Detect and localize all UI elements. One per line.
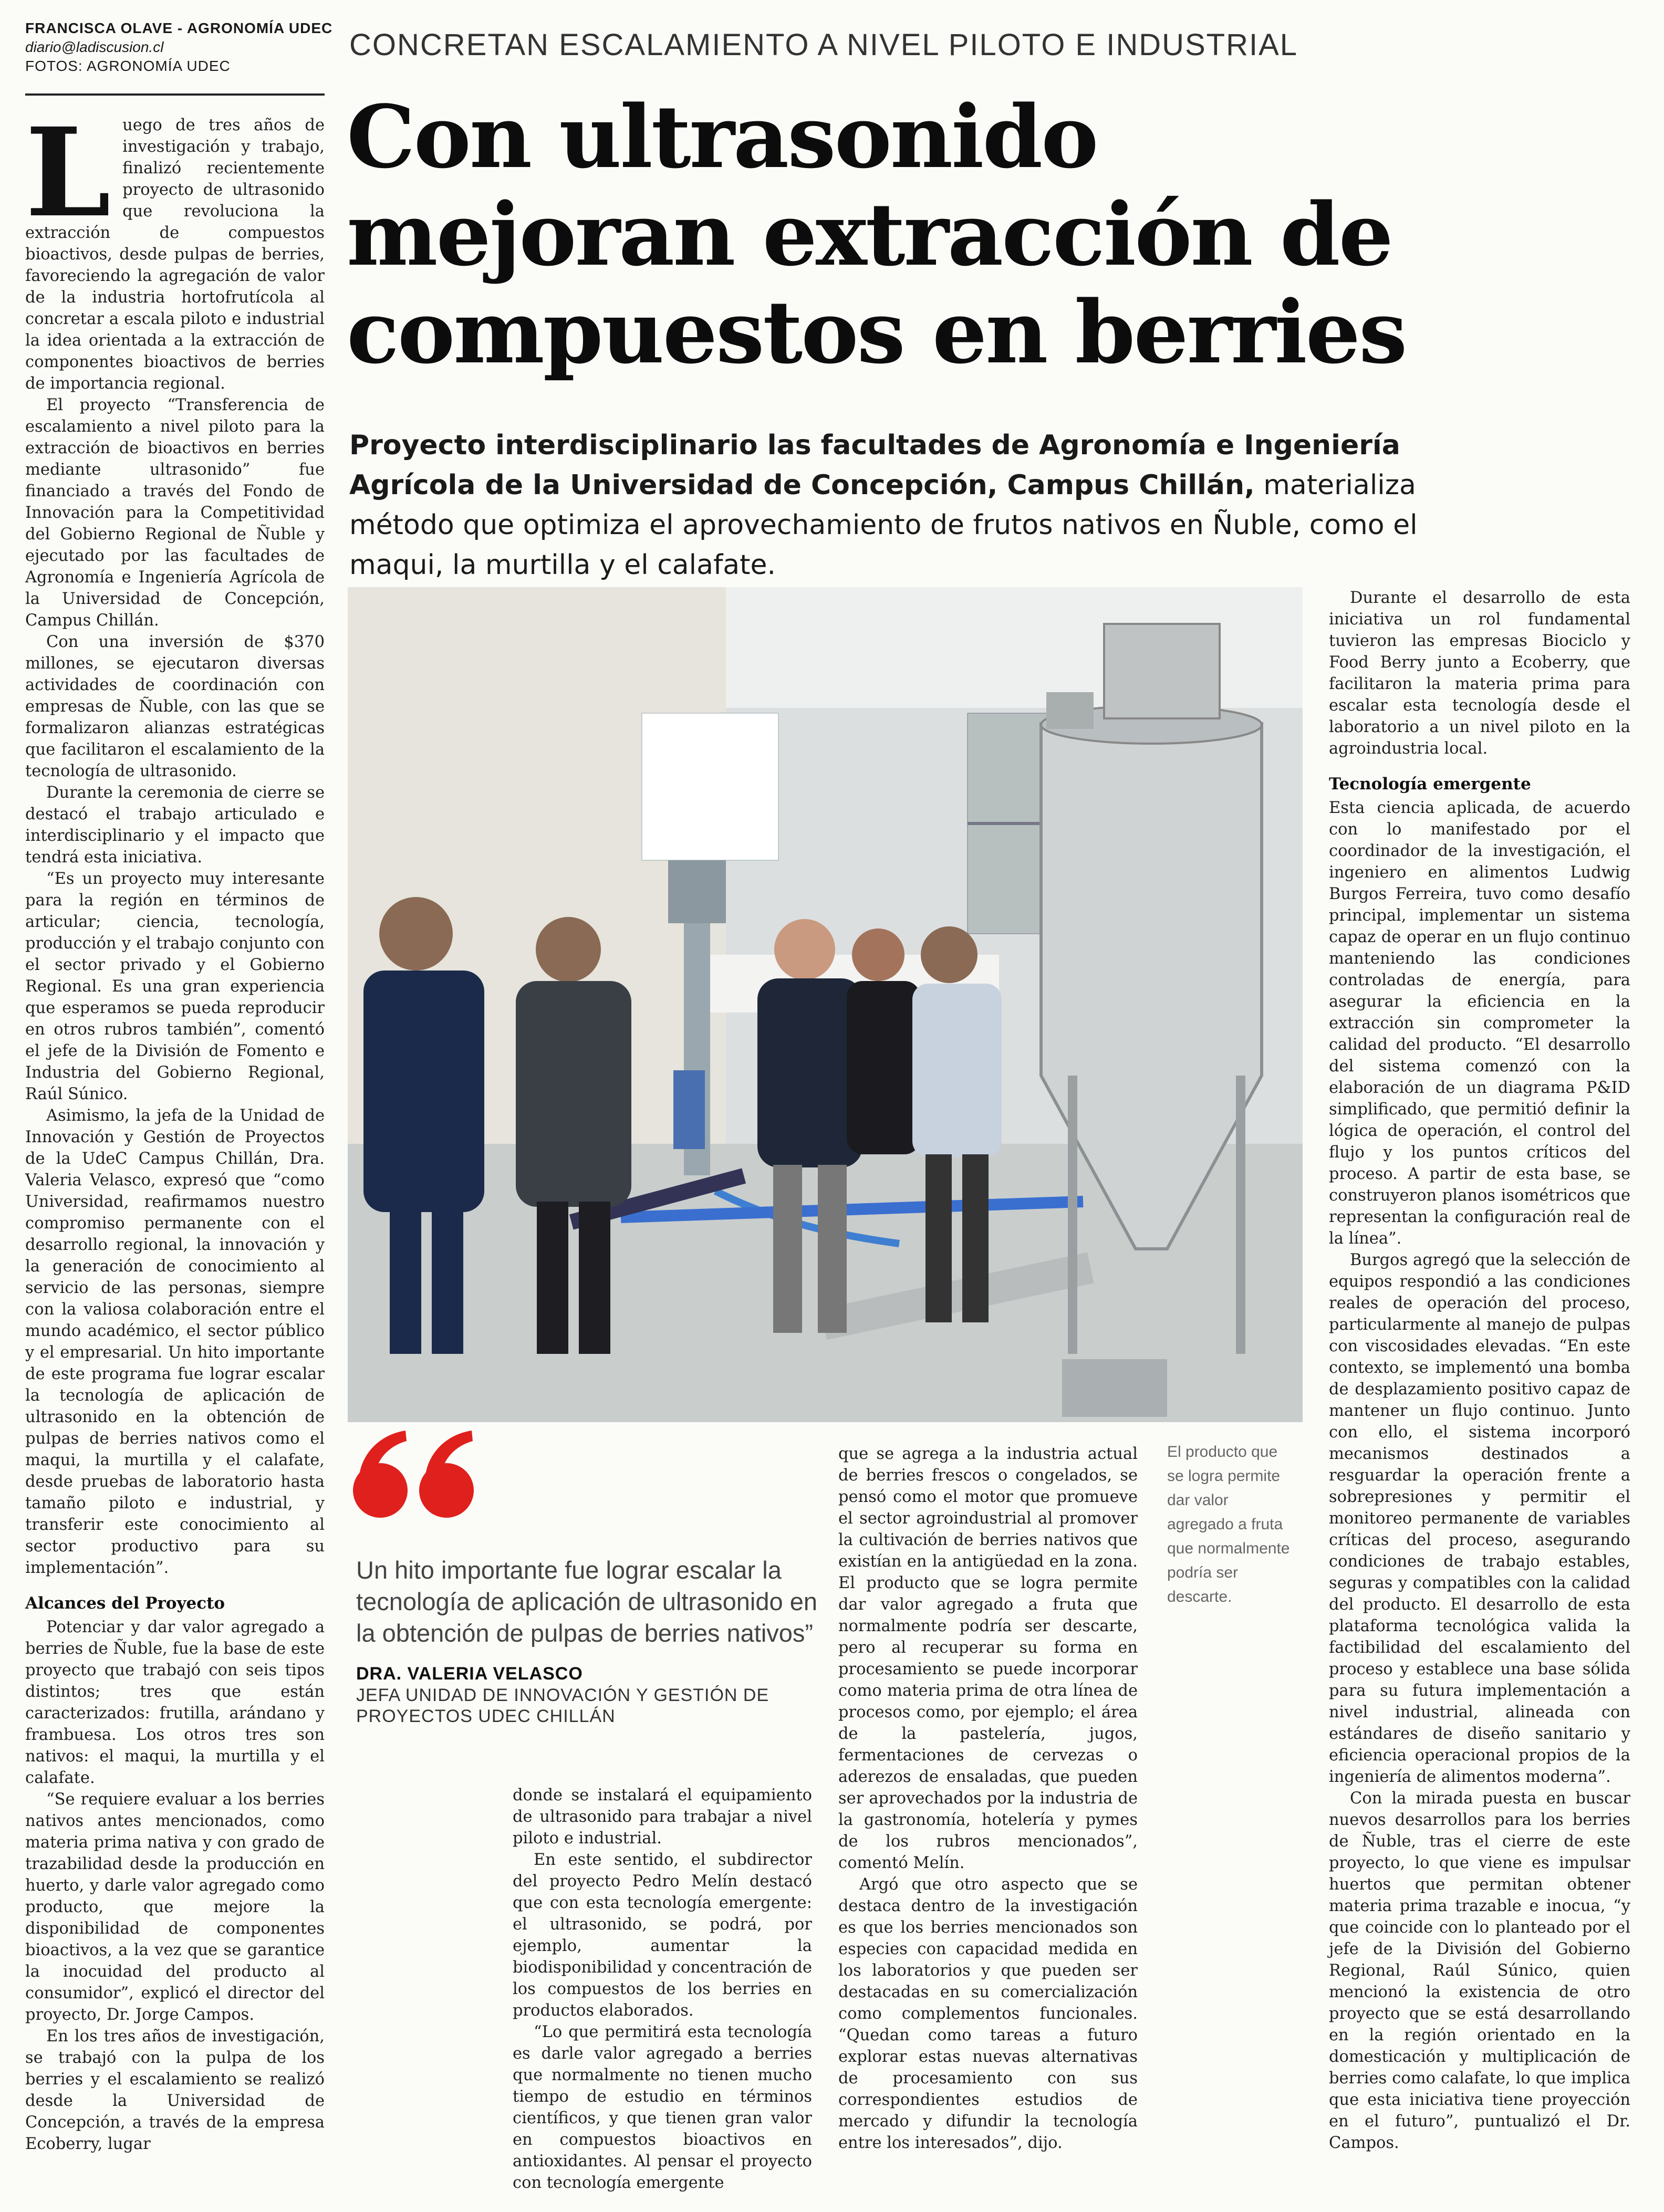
paragraph: Durante la ceremonia de cierre se destacó el trabajo articulado e interdisciplinario y el impacto que tendrá esta iniciativa.: [25, 784, 325, 867]
section-heading-alcances: Alcances del Proyecto: [25, 1594, 225, 1613]
headline-line-2: mejoran extracción de: [347, 184, 1392, 285]
headline-line-3: compuestos en berries: [347, 281, 1406, 383]
byline: [25, 19, 332, 76]
paragraph: Durante el desarrollo de esta iniciativa un rol fundamental tuvieron las empresas Biociclo y Food Berry junto a Ecoberry, que facilitaron la materia prima para escalar esta tecnología desde el laboratorio a un nivel piloto en la agroindustria local.: [1329, 589, 1630, 758]
kicker: CONCRETAN ESCALAMIENTO A NIVEL PILOTO E INDUSTRIAL: [349, 28, 1298, 62]
paragraph: En los tres años de investigación, se trabajó con la pulpa de los berries y el escalamiento se realizó desde la Universidad de Concepción, a través de la empresa Ecoberry, lugar: [25, 2027, 325, 2153]
paragraph: Con la mirada puesta en buscar nuevos desarrollos para los berries de Ñuble, tras el cierre de este proyecto, lo que viene es impulsar huertos que permitan obtener materia prima trazable e inocua, “y que coincide con lo planteado por el jefe de la División del Gobierno Regional, Raúl Súnico, quien mencionó la existencia de otro proyecto que se está desarrollando en la región orientado en la domesticación y multiplicación de berries como calafate, lo que implica que esta iniciativa tiene proyección en el futuro”, puntualizó el Dr. Campos.: [1329, 1789, 1630, 2152]
paragraph: Argó que otro aspecto que se destaca dentro de la investigación es que los berries mencionados son especies con capacidad medida en los laboratorios y que pueden ser destacadas en su comercialización como complementos funcionales. “Quedan como tareas a futuro explorar estas nuevas alternativas de procesamiento con sus correspondientes estudios de mercado y difundir la tecnología entre los interesados”, dijo.: [838, 1875, 1138, 2152]
paragraph: uego de tres años de investigación y trabajo, finalizó recientemente proyecto de ultrasonido que revoluciona la extracción de compuestos bioactivos, desde pulpas de berries, favoreciendo la agregación de valor de la industria hortofrutícola al concretar a escala piloto e industrial la idea orientada a la extracción de componentes bioactivos de berries de importancia regional.: [25, 116, 325, 393]
paragraph: que se agrega a la industria actual de berries frescos o congelados, se pensó como el motor que promueve el sector agroindustrial al promover la cultivación de berries nativos que existían en la antigüedad en la zona. El producto que se logra permite dar valor agregado a fruta que normalmente podría ser descarte, pero al recuperar su forma en procesamiento se puede incorporar como materia prima de otra línea de procesos como, por ejemplo; el área de la pastelería, jugos, fermentaciones de cervezas o aderezos de ensaladas, que pueden ser aprovechados por la industria de la gastronomía, hotelería y pymes de los rubros mencionados”, comentó Melín.: [838, 1445, 1138, 1872]
paragraph: El proyecto “Transferencia de escalamiento a nivel piloto para la extracción de bioactivos en berries mediante ultrasonido” fue financiado a través del Fondo de Innovación para la Competitividad del Gobierno Regional de Ñuble y ejecutado por las facultades de Agronomía e Ingeniería Agrícola de la Universidad de Concepción, Campus Chillán.: [25, 396, 325, 630]
byline-rule: [25, 93, 325, 96]
paragraph: Burgos agregó que la selección de equipos respondió a las condiciones reales de operación del proceso, particularmente al manejo de pulpas con viscosidades elevadas. “En este contexto, se implementó una bomba de desplazamiento positivo capaz de mantener un flujo continuo. Junto con ello, el sistema incorporó mecanismos destinados a resguardar la operación frente a sobrepresiones y permitir el monitoreo permanente de variables críticas del proceso, asegurando condiciones de trabajo estables, seguras y compatibles con la calidad del producto. El desarrollo de esta plataforma tecnológica valida la factibilidad del escalamiento del proceso y establece una base sólida para su futura implementación a nivel industrial, alineada con estándares de diseño sanitario y eficiencia operacional propios de la ingeniería de alimentos moderna”.: [1329, 1251, 1630, 1786]
paragraph: donde se instalará el equipamiento de ultrasonido para trabajar a nivel piloto e industrial.: [513, 1786, 812, 1848]
headline: [347, 88, 1639, 381]
paragraph: Con una inversión de $370 millones, se ejecutaron diversas actividades de coordinación con empresas de Ñuble, con las que se formalizaron alianzas estratégicas que facilitaron el escalamiento de la tecnología de ultrasonido.: [25, 633, 325, 780]
subhead-bold: Proyecto interdisciplinario las facultades de Agronomía e Ingeniería Agrícola de la Universidad de Concepción, Campus Chillán,: [349, 430, 1400, 501]
article-photo: [348, 587, 1303, 1422]
article-column-2: [513, 1785, 812, 2194]
paragraph: “Lo que permitirá esta tecnología es darle valor agregado a berries que normalmente no tienen mucho tiempo de estudio en términos científicos, y que tienen gran valor en compuestos bioactivos en antioxidantes. Al pensar el proyecto con tecnología emergente: [513, 2023, 812, 2192]
headline-line-1: Con ultrasonido: [347, 86, 1097, 187]
drop-cap: L: [25, 101, 111, 244]
subhead: [349, 425, 1510, 585]
paragraph: Potenciar y dar valor agregado a berries de Ñuble, fue la base de este proyecto que trabajó con seis tipos distintos; tres que están caracterizados: frutilla, arándano y frambuesa. Los otros tres son nativos: el maqui, la murtilla y el calafate.: [25, 1618, 325, 1787]
subhead-rest: materializa método que optimiza el aprovechamiento de frutos nativos en Ñuble, como el maqui, la murtilla y el calafate.: [349, 469, 1418, 581]
pull-quote-text: Un hito importante fue lograr escalar la tecnología de aplicación de ultrasonido en la obtención de pulpas de berries nativos”: [356, 1556, 817, 1647]
paragraph: En este sentido, el subdirector del proyecto Pedro Melín destacó que con esta tecnología emergente: el ultrasonido, se podrá, por ejemplo, aumentar la biodisponibilidad y concentración de los compuestos de los berries en productos elaborados.: [513, 1851, 812, 2020]
paragraph: Asimismo, la jefa de la Unidad de Innovación y Gestión de Proyectos de la UdeC Campus Chillán, Dra. Valeria Velasco, expresó que “como Universidad, reafirmamos nuestro compromiso permanente con el desarrollo regional, la innovación y la generación de conocimiento al servicio de las personas, siempre con la valiosa colaboración entre el mundo académico, el sector público y el empresarial. Un hito importante de este programa fue lograr escalar la tecnología de aplicación de ultrasonido en la obtención de pulpas de berries nativos como el maqui, la murtilla y el calafate, desde pruebas de laboratorio hasta tamaño piloto e industrial, y transferir este conocimiento al sector productivo para su implementación”.: [25, 1107, 325, 1577]
byline-email[interactable]: diario@ladiscusion.cl: [25, 39, 164, 55]
photo-caption: El producto que se logra permite dar valor agregado a fruta que normalmente podría ser descarte.: [1167, 1443, 1290, 1605]
article-column-1: [25, 101, 325, 2155]
paragraph: “Se requiere evaluar a los berries nativos antes mencionados, como materia prima nativa y con grado de trazabilidad desde la producción en huerto, y darle valor agregado como producto, que mejore la disponibilidad de componentes bioactivos, a la vez que se garantice la inocuidad del producto al consumidor”, explicó el director del proyecto, Dr. Jorge Campos.: [25, 1790, 325, 2024]
lab-photo-illustration: [348, 587, 1303, 1422]
paragraph: “Es un proyecto muy interesante para la región en términos de articular; ciencia, tecnología, producción y el trabajo conjunto con el sector privado y el Gobierno Regional. Es una gran experiencia que esperamos se pueda reproducir en otros rubros también”, comentó el jefe de la División de Fomento e Industria del Gobierno Regional, Raúl Súnico.: [25, 870, 325, 1103]
quote-mark-icon: [348, 1428, 484, 1525]
section-heading-tecnologia: Tecnología emergente: [1329, 775, 1531, 794]
byline-photo-credit: FOTOS: AGRONOMÍA UDEC: [25, 58, 231, 74]
article-column-4: [1329, 587, 1630, 2154]
pull-quote-name: DRA. VALERIA VELASCO: [356, 1664, 583, 1684]
article-column-3: [838, 1443, 1138, 2154]
byline-author: FRANCISCA OLAVE - AGRONOMÍA UDEC: [25, 20, 333, 36]
pull-quote-role: JEFA UNIDAD DE INNOVACIÓN Y GESTIÓN DE PROYECTOS UDEC CHILLÁN: [356, 1685, 769, 1726]
paragraph: Esta ciencia aplicada, de acuerdo con lo manifestado por el coordinador de la investigación, el ingeniero en alimentos Ludwig Burgos Ferreira, tuvo como desafío principal, implementar un sistema capaz de operar en un flujo continuo manteniendo las condiciones controladas de energía, para asegurar la eficiencia en la extracción sin comprometer la calidad del producto. “El desarrollo del sistema comenzó con la elaboración de un diagrama P&ID simplificado, que permitió definir la lógica de operación, el control del flujo y los puntos críticos del proceso. A partir de esta base, se construyeron planos isométricos que representan la configuración real de la línea”.: [1329, 799, 1630, 1248]
